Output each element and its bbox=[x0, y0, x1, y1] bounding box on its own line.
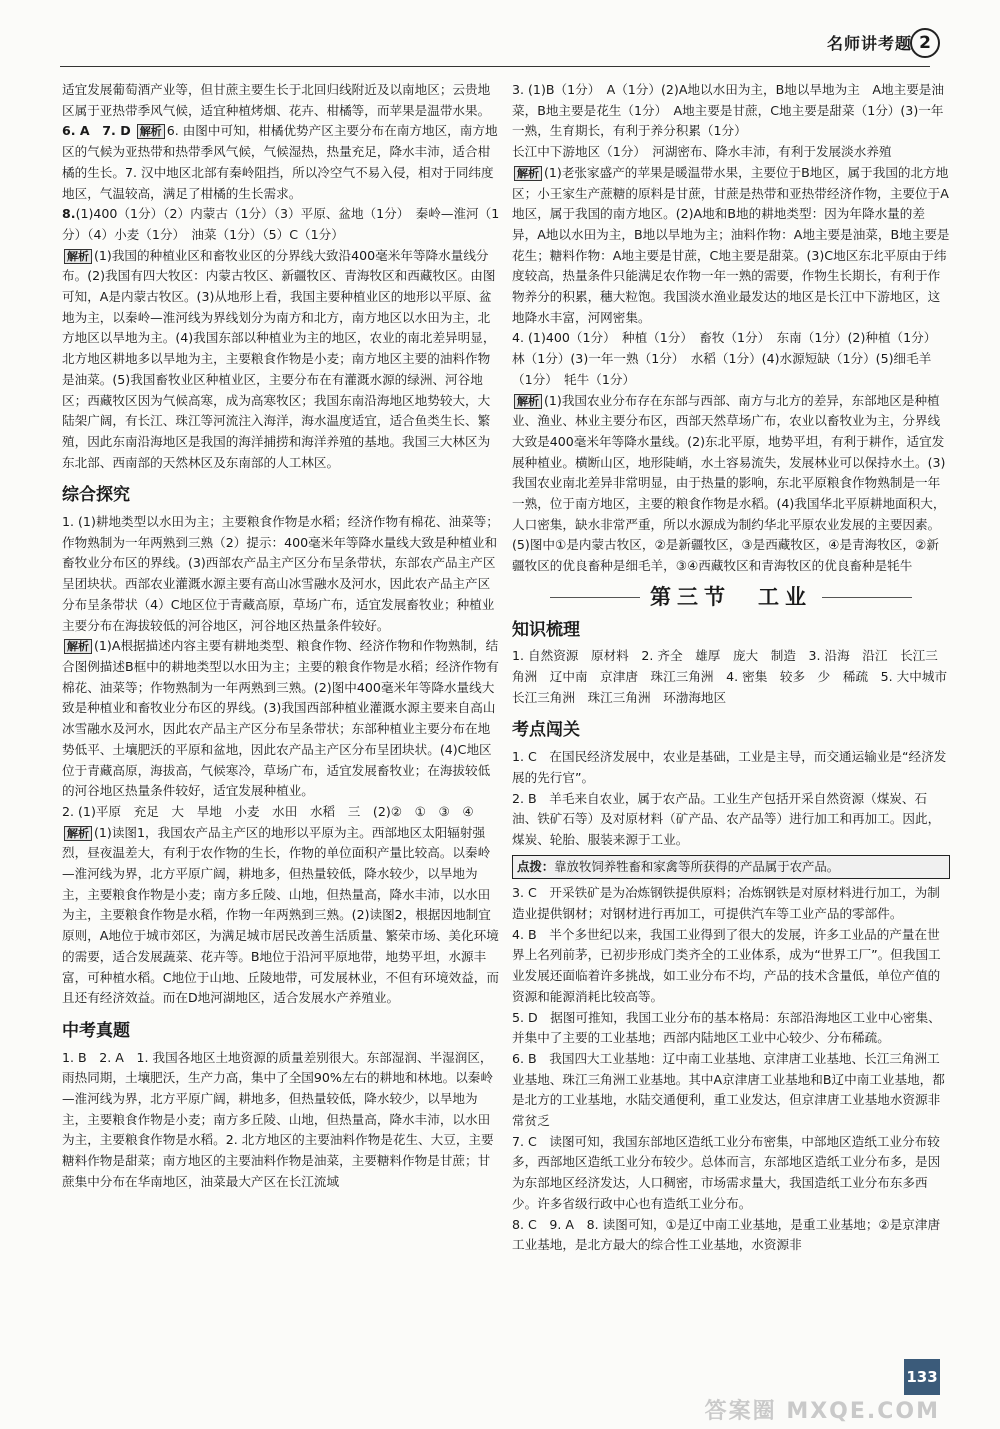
brand-title: 名师讲考题 bbox=[826, 34, 912, 53]
right-column bbox=[512, 80, 960, 1256]
section-heading-zhishi: 知识梳理 bbox=[512, 619, 580, 640]
tip-box: 点拨：靠放牧饲养牲畜和家禽等所获得的产品属于农产品。 bbox=[512, 855, 950, 880]
answer-8: 8.(1)400（1分）（2）内蒙古（1分）（3）平原、盆地（1分） 秦岭—淮河（1分）（4）小麦（1分） 油菜（1分）（5）C（1分） bbox=[62, 206, 500, 242]
answer-3-analysis: 解析 (1)老张家盛产的苹果是暖温带水果，主要位于B地区，属于我国的北方地区；小王家生产蔗糖的原料是甘蔗，甘蔗是热带和亚热带经济作物，主要位于A地区，属于我国的南方地区。(2)A地和B地的耕地类型：因为年降水量的差异，A地以水田为主，B地以旱地为主；油料作物：A地主要是油菜，B地主要是花生；糖料作物：A地主要是甘蔗，C地主要是甜菜。(3)C地区东北平原由于纬度较高，热量条件只能满足农作物一年一熟的需要，作物生长期长，有利于作物养分的积累，穗大粒饱。我国淡水渔业最发达的地区是长江中下游地区，这地降水丰富，河网密集。 bbox=[512, 164, 950, 325]
kaodian-4: 4. B 半个多世纪以来，我国工业得到了很大的发展，许多工业品的产量在世界上名列前茅，已初步形成门类齐全的工业体系，成为“世界工厂”。但我国工业发展还面临着许多挑战，如工业分布不均，产品的技术含量低，单位产值的资源和能源消耗比较高等。 bbox=[512, 926, 941, 1004]
kaodian-6: 6. B 我国四大工业基地：辽中南工业基地、京津唐工业基地、长江三角洲工业基地、珠江三角洲工业基地。其中A京津唐工业基地和B辽中南工业基地，都是北方的工业基地，水陆交通便利，重工业发达，但京津唐工业基地水资源非常贫乏 bbox=[512, 1050, 945, 1129]
left-column bbox=[62, 80, 500, 1193]
brand-logo-icon: 2 bbox=[910, 28, 940, 58]
section-title-industry: 第三节 工业 bbox=[512, 587, 950, 608]
answer-4: 4. (1)400（1分） 种植（1分） 畜牧（1分） 东南（1分）(2)种植（1分） 林（1分）(3)一年一熟（1分） 水稻（1分）(4)水源短缺（1分）(5)细毛羊（1分） 牦牛（1分） bbox=[512, 330, 943, 387]
page-header bbox=[0, 28, 1000, 68]
analysis-tag: 解析 bbox=[64, 249, 92, 264]
section-heading-kaodian: 考点闯关 bbox=[512, 720, 580, 741]
answer-6-7: 6. A 7. D 解析 6. 由图中可知，柑橘优势产区主要分布在南方地区，南方地区的气候为亚热带和热带季风气候，气候湿热，热量充足，降水丰沛，适合柑橘的生长。7. 汉中地区北部有秦岭阻挡，所以冷空气不易入侵，相对于同纬度地区，气温较高，满足了柑橘的生长需求。 bbox=[62, 123, 498, 201]
zonghe-1: 1. (1)耕地类型以水田为主；主要粮食作物是水稻；经济作物有棉花、油菜等；作物熟制为一年两熟到三熟（2）提示：400毫米年等降水量线大致是种植业和畜牧业分布区的界线。(3)西部农产品主产区分布呈条带状，东部农产品主产区呈团块状。西部农业灌溉水源主要有高山冰雪融水及河水，因此农产品主产区分布呈条带状（4）C地区位于青藏高原，草场广布，适宜发展畜牧业；种植业主要分布在海拔较低的河谷地区，河谷地区热量条件较好。 bbox=[62, 514, 499, 633]
answer-text: 适宜发展葡萄酒产业等，但甘蔗主要生长于北回归线附近及以南地区；云贵地区属于亚热带季风气候，适宜种植烤烟、花卉、柑橘等，而苹果是温带水果。 bbox=[62, 82, 491, 118]
zonghe-2: 2. (1)平原 充足 大 旱地 小麦 水田 水稻 三 (2)② ① ③ ④ bbox=[62, 803, 474, 819]
analysis-tag: 解析 bbox=[514, 394, 542, 409]
kaodian-1: 1. C 在国民经济发展中，农业是基础，工业是主导，而交通运输业是“经济发展的先行官”。 bbox=[512, 749, 947, 785]
zhishi-answers: 1. 自然资源 原材料 2. 齐全 雄厚 庞大 制造 3. 沿海 沿江 长江三角洲 辽中南 京津唐 珠江三角洲 4. 密集 较多 少 稀疏 5. 大中城市 长江三角洲 珠江三角洲 环渤海地区 bbox=[512, 648, 960, 705]
section-heading-zhongkao: 中考真题 bbox=[62, 1020, 130, 1041]
answer-8-analysis: 解析 (1)我国的种植业区和畜牧业区的分界线大致沿400毫米年等降水量线分布。(2)我国有四大牧区：内蒙古牧区、新疆牧区、青海牧区和西藏牧区。由图可知，A是内蒙古牧区。(3)从地形上看，我国主要种植业区的地形以平原、盆地为主，以秦岭—淮河线为界线划分为南方和北方，南方地区以水田为主，北方地区以旱地为主。(4)我国东部以种植业为主的地区，农业的南北差异明显，北方地区耕地多以旱地为主，主要粮食作物是小麦；南方地区主要的油料作物是油菜。(5)我国畜牧业区种植业区，主要分布在有灌溉水源的绿洲、河谷地区；西藏牧区因为气候高寒，成为高寒牧区；我国东南沿海地区地势较大，大陆架广阔，有长江、珠江等河流注入海洋，海水温度适宜，适合鱼类生长、繁殖，因此东南沿海地区是我国的海洋捕捞和海洋养殖的基地。我国三大林区为东北部、西南部的天然林区及东南部的人工林区。 bbox=[62, 247, 496, 470]
analysis-tag: 解析 bbox=[137, 124, 165, 139]
analysis-tag: 解析 bbox=[64, 639, 92, 654]
watermark-logo: 答案圈 MXQE.COM bbox=[704, 1399, 940, 1425]
header-divider bbox=[60, 66, 930, 67]
kaodian-7: 7. C 读图可知，我国东部地区造纸工业分布密集，中部地区造纸工业分布较多，西部地区造纸工业分布较少。总体而言，东部地区造纸工业分布多，是因为东部地区经济发达，人口稠密，市场需求量大，我国造纸工业分布东多西少。许多省级行政中心也有造纸工业分布。 bbox=[512, 1133, 941, 1211]
answer-4-analysis: 解析 (1)我国农业分布存在东部与西部、南方与北方的差异，东部地区是种植业、渔业、林业主要分布区，西部天然草场广布，农业以畜牧业为主，分界线大致是400毫米年等降水量线。(2)东北平原，地势平坦，有利于耕作，适宜发展种植业。横断山区，地形陡峭，水土容易流失，发展林业可以保持水土。(3)我国农业南北差异非常明显，由于热量的影响，东北平原粮食作物熟制是一年一熟，位于南方地区，主要的粮食作物是水稻。(4)我国华北平原耕地面积大，人口密集，缺水非常严重，所以水源成为制约华北平原农业发展的主要因素。(5)图中①是内蒙古牧区，②是新疆牧区，③是西藏牧区，④是青海牧区，②新疆牧区的优良畜种是细毛羊，③④西藏牧区和青海牧区的优良畜种是牦牛 bbox=[512, 392, 946, 574]
answer-3-cont: 长江中下游地区（1分） 河湖密布、降水丰沛，有利于发展淡水养殖 bbox=[512, 144, 892, 160]
kaodian-2: 2. B 羊毛来自农业，属于农产品。工业生产包括开采自然资源（煤炭、石油、铁矿石等）及对原材料（矿产品、农产品等）进行加工和再加工。因此，煤炭、轮胎、服装来源于工业。 bbox=[512, 790, 941, 847]
zonghe-2-analysis: 解析 (1)读图1，我国农产品主产区的地形以平原为主。西部地区太阳辐射强烈，昼夜温差大，有利于农作物的生长，作物的单位面积产量比较高。以秦岭—淮河线为界，北方平原广阔，耕地多，但热量较低，降水较少，以旱地为主，主要粮食作物是小麦；南方多丘陵、山地，但热量高，降水丰沛，以水田为主，主要粮食作物是水稻，作物一年两熟到三熟。(2)读图2，根据因地制宜原则，A地位于城市郊区，为满足城市居民改善生活质量、繁荣市场、美化环境的需要，适合发展蔬菜、花卉等。B地位于沿河平原地带，地势平坦，水源丰富，可种植水稻。C地位于山地、丘陵地带，可发展林业，不但有环境效益，而且还有经济效益。而在D地河湖地区，适合发展水产养殖业。 bbox=[62, 824, 499, 1006]
kaodian-8-9: 8. C 9. A 8. 读图可知，①是辽中南工业基地，是重工业基地；②是京津唐工业基地，是北方最大的综合性工业基地，水资源非 bbox=[512, 1216, 941, 1253]
section-heading-zonghe: 综合探究 bbox=[62, 485, 130, 506]
kaodian-5: 5. D 据图可推知，我国工业分布的基本格局：东部沿海地区工业中心密集、并集中了主要的工业基地；西部内陆地区工业中心较少、分布稀疏。 bbox=[512, 1009, 941, 1046]
analysis-tag: 解析 bbox=[514, 166, 542, 181]
zhongkao-1-2: 1. B 2. A 1. 我国各地区土地资源的质量差别很大。东部湿润、半湿润区，雨热同期，土壤肥沃，生产力高，集中了全国90%左右的耕地和林地。以秦岭—淮河线为界，北方平原广阔，耕地多，但热量较低，降水较少，以旱地为主，主要粮食作物是小麦；南方多丘陵、山地，但热量高，降水丰沛，以水田为主，主要粮食作物是水稻。2. 北方地区的主要油料作物是花生、大豆，主要糖料作物是甜菜；南方地区的主要油料作物是油菜，主要糖料作物是甘蔗；甘蔗集中分布在华南地区，油菜最大产区在长江流域 bbox=[62, 1049, 494, 1189]
kaodian-3: 3. C 开采铁矿是为冶炼钢铁提供原料；冶炼钢铁是对原材料进行加工，为制造业提供钢材；对钢材进行再加工，可提供汽车等工业产品的零部件。 bbox=[512, 885, 940, 922]
analysis-tag: 解析 bbox=[64, 826, 92, 841]
answer-3: 3. (1)B（1分） A（1分）(2)A地以水田为主，B地以旱地为主 A地主要是油菜，B地主要是花生（1分） A地主要是甘蔗，C地主要是甜菜（1分）(3)一年一熟，生育期长，有利于养分积累（1分） bbox=[512, 82, 944, 139]
zonghe-1-analysis: 解析 (1)A根据描述内容主要有耕地类型、粮食作物、经济作物和作物熟制，结合图例描述B框中的耕地类型以水田为主；主要的粮食作物是水稻；经济作物有棉花、油菜等；作物熟制为一年两熟到三熟。(2)图中400毫米年等降水量线大致是种植业和畜牧业分布区的界线。(3)我国西部种植业灌溉水源主要来自高山冰雪融水及河水，因此农产品主产区分布呈条带状；东部种植业主要分布在地势低平、土壤肥沃的平原和盆地，因此农产品主产区分布呈团块状。(4)C地区位于青藏高原，海拔高，气候寒冷，草场广布，适宜发展畜牧业；在海拔较低的河谷地区热量条件较好，适宜发展种植业。 bbox=[62, 638, 499, 799]
page-number: 133 bbox=[904, 1359, 940, 1395]
